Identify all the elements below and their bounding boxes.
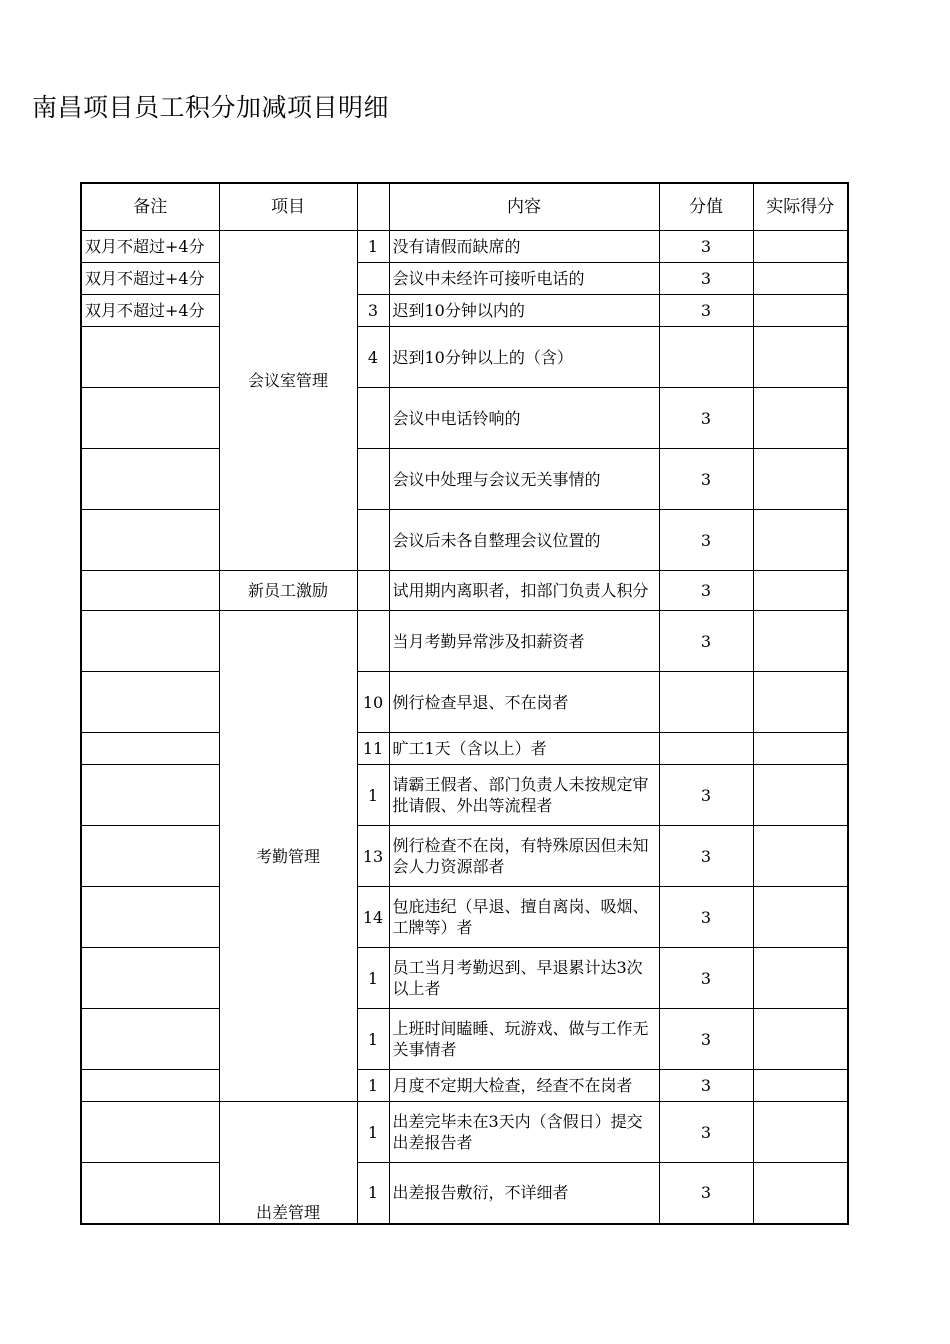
table-row	[81, 510, 848, 571]
no-cell	[357, 611, 389, 672]
actual-score-cell[interactable]	[753, 449, 848, 510]
page-title: 南昌项目员工积分加减项目明细	[32, 93, 390, 122]
no-cell: 10	[357, 672, 389, 733]
remark-cell	[81, 510, 219, 571]
table-row	[81, 826, 848, 887]
no-cell: 1	[357, 1163, 389, 1224]
no-cell	[357, 571, 389, 611]
content-cell: 请霸王假者、部门负责人未按规定审批请假、外出等流程者	[389, 765, 659, 826]
content-cell: 出差报告敷衍，不详细者	[389, 1163, 659, 1224]
content-cell: 会议中电话铃响的	[389, 388, 659, 449]
actual-score-cell[interactable]	[753, 388, 848, 449]
score-table	[80, 182, 849, 1225]
header-score: 分值	[659, 183, 753, 231]
no-cell: 13	[357, 826, 389, 887]
score-cell	[659, 733, 753, 765]
no-cell: 4	[357, 327, 389, 388]
content-cell: 试用期内离职者，扣部门负责人积分	[389, 571, 659, 611]
content-cell: 出差完毕未在3天内（含假日）提交出差报告者	[389, 1102, 659, 1163]
score-cell: 3	[659, 948, 753, 1009]
remark-cell	[81, 571, 219, 611]
actual-score-cell[interactable]	[753, 327, 848, 388]
actual-score-cell[interactable]	[753, 733, 848, 765]
score-cell	[659, 327, 753, 388]
actual-score-cell[interactable]	[753, 887, 848, 948]
content-cell: 当月考勤异常涉及扣薪资者	[389, 611, 659, 672]
table-row	[81, 388, 848, 449]
content-cell: 会议中处理与会议无关事情的	[389, 449, 659, 510]
remark-cell	[81, 1102, 219, 1163]
actual-score-cell[interactable]	[753, 826, 848, 887]
table-row	[81, 1163, 848, 1224]
remark-cell: 双月不超过+4分	[81, 263, 219, 295]
header-content: 内容	[389, 183, 659, 231]
no-cell: 1	[357, 948, 389, 1009]
remark-cell	[81, 765, 219, 826]
table-row	[81, 672, 848, 733]
remark-cell	[81, 327, 219, 388]
table-row	[81, 263, 848, 295]
content-cell: 会议中未经许可接听电话的	[389, 263, 659, 295]
actual-score-cell[interactable]	[753, 231, 848, 263]
table-row	[81, 765, 848, 826]
remark-cell	[81, 887, 219, 948]
header-remark: 备注	[81, 183, 219, 231]
remark-cell	[81, 388, 219, 449]
remark-cell	[81, 611, 219, 672]
remark-cell	[81, 733, 219, 765]
category-newbie: 新员工激励	[219, 571, 357, 611]
actual-score-cell[interactable]	[753, 1163, 848, 1224]
actual-score-cell[interactable]	[753, 1102, 848, 1163]
score-cell: 3	[659, 449, 753, 510]
remark-cell: 双月不超过+4分	[81, 295, 219, 327]
actual-score-cell[interactable]	[753, 510, 848, 571]
header-actual: 实际得分	[753, 183, 848, 231]
actual-score-cell[interactable]	[753, 571, 848, 611]
content-cell: 迟到10分钟以上的（含）	[389, 327, 659, 388]
category-attendance: 考勤管理	[219, 611, 357, 1102]
table-row	[81, 733, 848, 765]
table-row	[81, 449, 848, 510]
no-cell: 11	[357, 733, 389, 765]
category-travel: 出差管理	[219, 1102, 357, 1224]
score-cell	[659, 672, 753, 733]
remark-cell	[81, 449, 219, 510]
table-row	[81, 948, 848, 1009]
remark-cell	[81, 672, 219, 733]
no-cell	[357, 388, 389, 449]
table-row	[81, 327, 848, 388]
actual-score-cell[interactable]	[753, 1009, 848, 1070]
actual-score-cell[interactable]	[753, 263, 848, 295]
table-row	[81, 295, 848, 327]
actual-score-cell[interactable]	[753, 948, 848, 1009]
remark-cell	[81, 1070, 219, 1102]
no-cell	[357, 263, 389, 295]
table-row	[81, 887, 848, 948]
no-cell: 14	[357, 887, 389, 948]
score-cell: 3	[659, 571, 753, 611]
score-cell: 3	[659, 1163, 753, 1224]
table-row	[81, 231, 848, 263]
content-cell: 包庇违纪（早退、擅自离岗、吸烟、工牌等）者	[389, 887, 659, 948]
table-row	[81, 1070, 848, 1102]
actual-score-cell[interactable]	[753, 672, 848, 733]
content-cell: 旷工1天（含以上）者	[389, 733, 659, 765]
no-cell: 1	[357, 765, 389, 826]
score-cell: 3	[659, 611, 753, 672]
content-cell: 员工当月考勤迟到、早退累计达3次以上者	[389, 948, 659, 1009]
score-cell: 3	[659, 388, 753, 449]
score-cell: 3	[659, 765, 753, 826]
table-row	[81, 1102, 848, 1163]
content-cell: 会议后未各自整理会议位置的	[389, 510, 659, 571]
table-row	[81, 571, 848, 611]
remark-cell	[81, 1009, 219, 1070]
content-cell: 上班时间瞌睡、玩游戏、做与工作无关事情者	[389, 1009, 659, 1070]
score-cell: 3	[659, 1102, 753, 1163]
no-cell: 1	[357, 1009, 389, 1070]
no-cell: 1	[357, 1070, 389, 1102]
remark-cell	[81, 826, 219, 887]
header-no	[357, 183, 389, 231]
actual-score-cell[interactable]	[753, 295, 848, 327]
no-cell: 3	[357, 295, 389, 327]
content-cell: 迟到10分钟以内的	[389, 295, 659, 327]
score-cell: 3	[659, 887, 753, 948]
score-cell: 3	[659, 510, 753, 571]
actual-score-cell[interactable]	[753, 1070, 848, 1102]
content-cell: 例行检查不在岗，有特殊原因但未知会人力资源部者	[389, 826, 659, 887]
no-cell	[357, 510, 389, 571]
actual-score-cell[interactable]	[753, 765, 848, 826]
score-cell: 3	[659, 1009, 753, 1070]
content-cell: 月度不定期大检查，经查不在岗者	[389, 1070, 659, 1102]
score-cell: 3	[659, 263, 753, 295]
content-cell: 没有请假而缺席的	[389, 231, 659, 263]
category-meeting: 会议室管理	[219, 231, 357, 571]
remark-cell	[81, 948, 219, 1009]
score-cell: 3	[659, 826, 753, 887]
content-cell: 例行检查早退、不在岗者	[389, 672, 659, 733]
score-cell: 3	[659, 295, 753, 327]
remark-cell	[81, 1163, 219, 1224]
no-cell	[357, 449, 389, 510]
remark-cell: 双月不超过+4分	[81, 231, 219, 263]
score-cell: 3	[659, 1070, 753, 1102]
header-row	[81, 183, 848, 231]
score-cell: 3	[659, 231, 753, 263]
no-cell: 1	[357, 231, 389, 263]
no-cell: 1	[357, 1102, 389, 1163]
table-row	[81, 611, 848, 672]
actual-score-cell[interactable]	[753, 611, 848, 672]
header-item: 项目	[219, 183, 357, 231]
table-row	[81, 1009, 848, 1070]
